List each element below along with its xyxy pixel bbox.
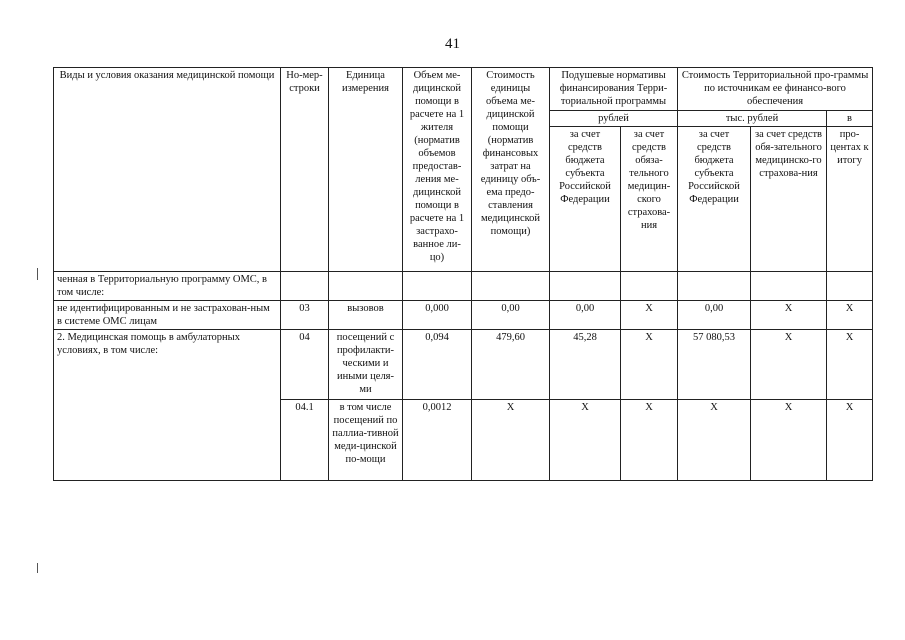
table-row bbox=[54, 330, 873, 400]
row-volume: 0,000 bbox=[403, 301, 472, 330]
funding-table bbox=[53, 67, 873, 481]
row-percent: X bbox=[827, 400, 873, 481]
row-oms-total: X bbox=[751, 400, 827, 481]
row-cost bbox=[472, 272, 550, 301]
header-percent: про-центах к итогу bbox=[827, 127, 873, 272]
scan-speck bbox=[37, 268, 38, 280]
header-volume: Объем ме-дицинской помощи в расчете на 1 жителя (норматив объемов предостав-ления ме-дицинской помощи в расчете на 1 застрахо-ванное ли-цо) bbox=[403, 68, 472, 272]
header-oms-total: за счет средств обя-зательного медицинско-го страхова-ния bbox=[751, 127, 827, 272]
table-row bbox=[54, 272, 873, 301]
row-cost: 479,60 bbox=[472, 330, 550, 400]
row-unit: посещений с профилакти-ческими и иными целя-ми bbox=[329, 330, 403, 400]
header-program-cost: Стоимость Территориальной про-граммы по источникам ее финансо-вого обеспечения bbox=[678, 68, 873, 111]
row-oms-per-capita bbox=[621, 272, 678, 301]
row-percent bbox=[827, 272, 873, 301]
row-volume: 0,0012 bbox=[403, 400, 472, 481]
header-percent-top: в bbox=[827, 111, 873, 127]
row-volume bbox=[403, 272, 472, 301]
row-oms-per-capita: X bbox=[621, 400, 678, 481]
row-budget-total bbox=[678, 272, 751, 301]
row-line bbox=[281, 272, 329, 301]
page-number: 41 bbox=[445, 36, 460, 52]
row-unit bbox=[329, 272, 403, 301]
row-oms-total: X bbox=[751, 330, 827, 400]
header-rubles: рублей bbox=[550, 111, 678, 127]
header-budget-per-capita: за счет средств бюджета субъекта Российской Федерации bbox=[550, 127, 621, 272]
header-per-capita-norms: Подушевые нормативы финансирования Терри-ториальной программы bbox=[550, 68, 678, 111]
row-volume: 0,094 bbox=[403, 330, 472, 400]
row-budget-per-capita: 0,00 bbox=[550, 301, 621, 330]
row-budget-per-capita: X bbox=[550, 400, 621, 481]
row-budget-total: 0,00 bbox=[678, 301, 751, 330]
header-kind: Виды и условия оказания медицинской помощи bbox=[54, 68, 281, 272]
table-row bbox=[54, 301, 873, 330]
header-thousand-rubles: тыс. рублей bbox=[678, 111, 827, 127]
row-budget-total: X bbox=[678, 400, 751, 481]
row-name: 2. Медицинская помощь в амбулаторных условиях, в том числе: bbox=[54, 330, 281, 481]
row-budget-total: 57 080,53 bbox=[678, 330, 751, 400]
row-cost: X bbox=[472, 400, 550, 481]
row-oms-total bbox=[751, 272, 827, 301]
row-name: не идентифицированным и не застрахован-ным в системе ОМС лицам bbox=[54, 301, 281, 330]
row-unit: в том числе посещений по паллиа-тивной меди-цинской по-мощи bbox=[329, 400, 403, 481]
row-oms-per-capita: X bbox=[621, 301, 678, 330]
row-line: 03 bbox=[281, 301, 329, 330]
row-line: 04 bbox=[281, 330, 329, 400]
row-budget-per-capita bbox=[550, 272, 621, 301]
row-name: ченная в Территориальную программу ОМС, в том числе: bbox=[54, 272, 281, 301]
row-oms-per-capita: X bbox=[621, 330, 678, 400]
header-row-1 bbox=[54, 68, 873, 111]
row-cost: 0,00 bbox=[472, 301, 550, 330]
row-percent: X bbox=[827, 301, 873, 330]
row-line: 04.1 bbox=[281, 400, 329, 481]
header-budget-total: за счет средств бюджета субъекта Российской Федерации bbox=[678, 127, 751, 272]
row-percent: X bbox=[827, 330, 873, 400]
scan-speck bbox=[37, 563, 38, 573]
row-unit: вызовов bbox=[329, 301, 403, 330]
row-oms-total: X bbox=[751, 301, 827, 330]
header-line-number: Но-мер-строки bbox=[281, 68, 329, 272]
header-oms-per-capita: за счет средств обяза-тельного медицин-ского страхова-ния bbox=[621, 127, 678, 272]
header-unit-cost: Стоимость единицы объема ме-дицинской помощи (норматив финансовых затрат на единицу объ-ема предо-ставления медицинской помощи) bbox=[472, 68, 550, 272]
row-budget-per-capita: 45,28 bbox=[550, 330, 621, 400]
header-unit: Единица измерения bbox=[329, 68, 403, 272]
